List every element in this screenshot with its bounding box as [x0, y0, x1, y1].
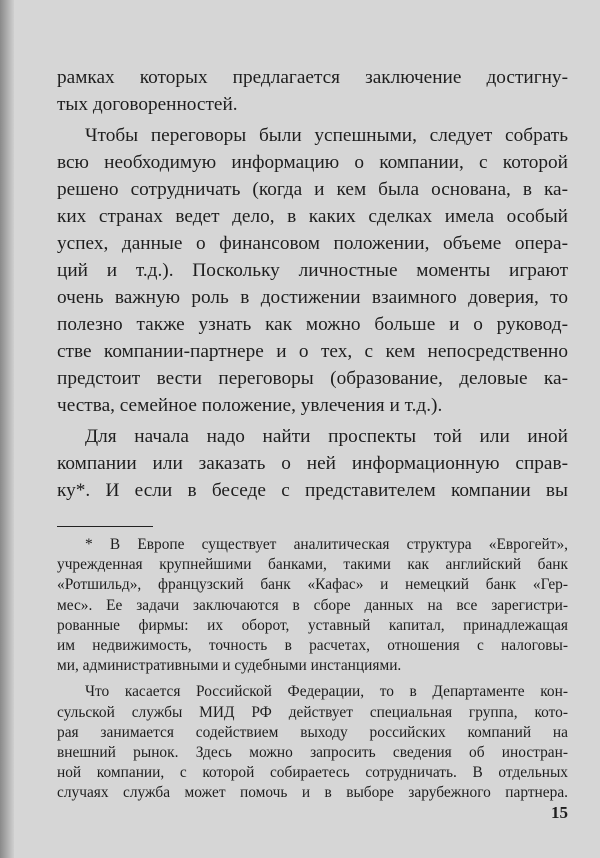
- footnote-line: рованные фирмы: их оборот, уставный капитал, принадлежащая: [57, 616, 568, 634]
- footnote-line: ми, административными и судебными инстанциями.: [57, 657, 402, 675]
- page-edge-shadow: [0, 0, 14, 858]
- text-line: Чтобы переговоры были успешными, следует собрать: [85, 125, 568, 146]
- text-line: Для начала надо найти проспекты той или иной: [85, 426, 568, 447]
- text-line: тых договоренностей.: [57, 94, 238, 115]
- text-line: ку*. И если в беседе с представителем компании вы: [57, 480, 568, 501]
- footnote-line: рая занимается содействием выходу российских компаний на: [57, 723, 568, 741]
- footnote-1: [57, 535, 568, 676]
- footnote-2: [57, 682, 568, 803]
- paragraph-2: [57, 122, 568, 419]
- footnote-line: сульской службы МИД РФ действует специальная группа, кото-: [57, 703, 568, 721]
- footnote-line: внешний рынок. Здесь можно запросить сведения об иностран-: [57, 743, 568, 761]
- page-number: 15: [551, 803, 568, 822]
- paragraph-3: [57, 423, 568, 504]
- footnote-line: Что касается Российской Федерации, то в Департаменте кон-: [85, 683, 568, 701]
- text-line: чества, семейное положение, увлечения и т.д.).: [57, 395, 443, 416]
- text-line: компании или заказать о ней информационную справ-: [57, 453, 568, 474]
- footnote-line: ной компании, с которой собираетесь сотрудничать. В отдельных: [57, 764, 568, 782]
- text-line: успех, данные о финансовом положении, объеме опера-: [57, 233, 568, 254]
- paragraph-1: [57, 64, 568, 118]
- footnote-line: случаях служба может помочь и в выборе зарубежного партнера.: [57, 784, 568, 802]
- text-line: предстоит вести переговоры (образование, деловые ка-: [57, 368, 568, 389]
- book-page: [57, 64, 568, 803]
- footnote-line: * В Европе существует аналитическая структура «Еврогейт»,: [85, 536, 568, 553]
- footnote-line: им недвижимость, точность в расчетах, отношения с налоговы-: [57, 636, 568, 654]
- text-line: ций и т.д.). Поскольку личностные моменты играют: [57, 260, 568, 281]
- text-line: полезно также узнать как можно больше и о руковод-: [57, 314, 568, 335]
- text-line: решено сотрудничать (когда и кем была основана, в ка-: [57, 179, 568, 200]
- text-line: очень важную роль в достижении взаимного доверия, то: [57, 287, 568, 308]
- text-line: всю необходимую информацию о компании, с которой: [57, 152, 568, 173]
- footnote-line: «Ротшильд», французский банк «Кафас» и немецкий банк «Гер-: [57, 576, 568, 594]
- footnote-separator: [57, 526, 153, 527]
- footnote-line: учрежденная крупнейшими банками, такими как английский банк: [57, 556, 568, 574]
- text-line: рамках которых предлагается заключение достигну-: [57, 67, 568, 88]
- footnote-line: мес». Ее задачи заключаются в сборе данных на все зарегистри-: [57, 596, 568, 614]
- text-line: ких странах ведет дело, в каких сделках имела особый: [57, 206, 568, 227]
- text-line: стве компании-партнере и о тех, с кем непосредственно: [57, 341, 568, 362]
